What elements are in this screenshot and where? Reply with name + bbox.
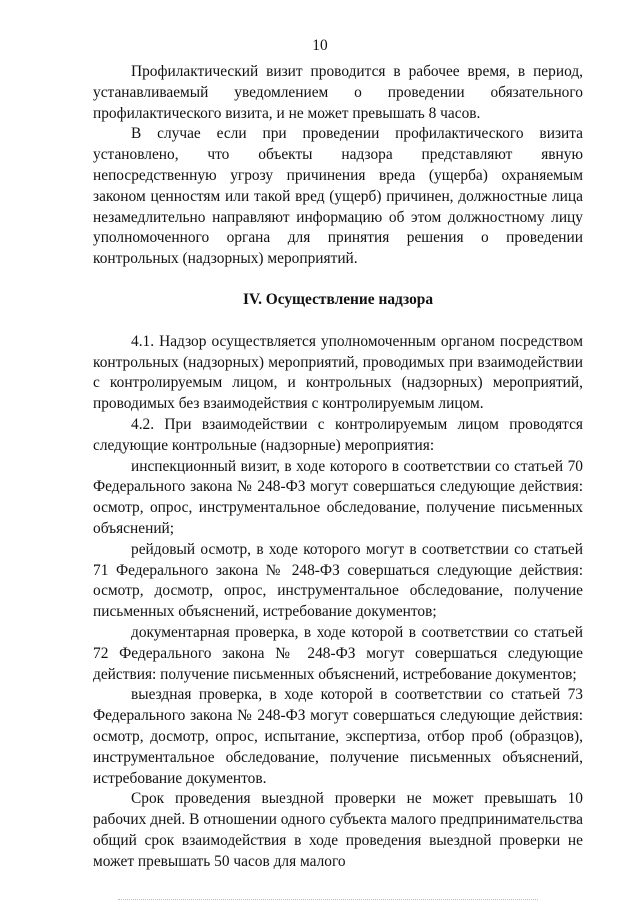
list-item-field-check: выездная проверка, в ходе которой в соответствии со статьей 73 Федерального закона № 248-ФЗ могут совершаться следующие действия: осмотр, досмотр, опрос, испытание, экспертиза, отбор проб (образцов), инструментальное обследование, получение письменных объяснений, истребование документов. — [93, 686, 583, 787]
paragraph-threat-detected: В случае если при проведении профилактического визита установлено, что объекты надзора представляют явную непосредственную угрозу причинения вреда (ущерба) охраняемым законом ценностям или такой вред (ущерб) причинен, должностные лица незамедлительно направляют информацию об этом должностному лицу уполномоченного органа для принятия решения о проведении контрольных (надзорных) мероприятий. — [93, 125, 583, 268]
paragraph-visit-time: Профилактический визит проводится в рабочее время, в период, устанавливаемый уведомлением о проведении обязательного профилактического визита, и не может превышать 8 часов. — [93, 63, 583, 122]
document-body — [93, 62, 583, 872]
paragraph-field-check-duration: Срок проведения выездной проверки не может превышать 10 рабочих дней. В отношении одного субъекта малого предпринимательства общий срок взаимодействия в ходе проведения выездной проверки не может превышать 50 часов для малого — [93, 790, 583, 870]
list-item-documentary-check: документарная проверка, в ходе которой в соответствии со статьей 72 Федерального закона № 248-ФЗ могут совершаться следующие действия: получение письменных объяснений, истребование документов; — [93, 623, 583, 683]
list-item-raid-inspection: рейдовый осмотр, в ходе которого могут в соответствии со статьей 71 Федерального закона № 248-ФЗ совершаться следующие действия: осмотр, досмотр, опрос, инструментальное обследование, получение письменных объяснений, истребование документов; — [93, 540, 583, 621]
page-number: 10 — [312, 37, 328, 54]
scan-edge-divider — [118, 899, 538, 900]
paragraph-4-1: 4.1. Надзор осуществляется уполномоченным органом посредством контрольных (надзорных) мероприятий, проводимых при взаимодействии с контролируемым лицом, и контрольных (надзорных) мероприятий, проводимых без взаимодействия с контролируемым лицом. — [93, 332, 583, 413]
section-heading: IV. Осуществление надзора — [242, 290, 434, 308]
list-item-inspection-visit: инспекционный визит, в ходе которого в соответствии со статьей 70 Федерального закона № 248-ФЗ могут совершаться следующие действия: осмотр, опрос, инструментальное обследование, получение письменных объяснений; — [93, 457, 583, 537]
paragraph-4-2: 4.2. При взаимодействии с контролируемым лицом проводятся следующие контрольные (надзорные) мероприятия: — [93, 415, 583, 454]
